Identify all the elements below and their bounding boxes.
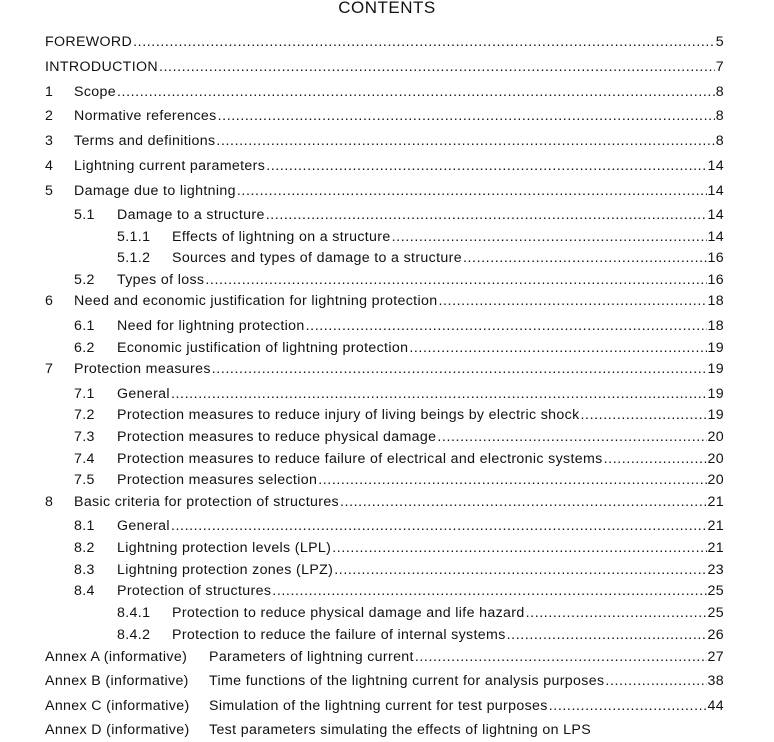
annex-label: Annex D (informative) xyxy=(45,722,190,738)
toc-entry[interactable] xyxy=(74,583,724,601)
toc-entry-title: Protection measures to reduce physical damage xyxy=(117,429,437,445)
toc-entry-title: Protection measures to reduce failure of electrical and electronic systems xyxy=(117,451,603,467)
leader-dots xyxy=(237,183,707,199)
leader-dots xyxy=(332,540,706,556)
leader-dots xyxy=(117,84,715,100)
toc-entry-title: Lightning protection levels (LPL) xyxy=(117,540,332,556)
toc-entry-page: 18 xyxy=(707,318,724,334)
toc-entry-number: 5.1.1 xyxy=(117,229,151,245)
toc-entry-page: 14 xyxy=(707,207,724,223)
annex-label: Annex C (informative) xyxy=(45,698,190,714)
toc-entry-number: 8.4.1 xyxy=(117,605,151,621)
leader-dots xyxy=(133,34,715,50)
toc-entry-page: 25 xyxy=(707,583,724,599)
toc-entry-page: 19 xyxy=(707,407,724,423)
toc-entry-page: 21 xyxy=(707,540,724,556)
toc-entry-number: 7 xyxy=(45,361,54,377)
toc-entry-page: 19 xyxy=(707,361,724,377)
toc-entry-number: 5.2 xyxy=(74,272,95,288)
leader-dots xyxy=(526,605,707,621)
toc-entry-page: 14 xyxy=(707,158,724,174)
toc-entry-page: 19 xyxy=(707,340,724,356)
toc-entry-title: Lightning current parameters xyxy=(74,158,266,174)
toc-entry-page: 18 xyxy=(707,293,724,309)
toc-entry[interactable] xyxy=(74,540,724,558)
toc-entry-page: 23 xyxy=(707,562,724,578)
toc-entry-page: 16 xyxy=(707,272,724,288)
toc-entry-page: 21 xyxy=(707,518,724,534)
toc-entry[interactable] xyxy=(74,407,724,425)
toc-entry-title: Economic justification of lightning protection xyxy=(117,340,409,356)
toc-entry-title: Protection measures to reduce injury of living beings by electric shock xyxy=(117,407,580,423)
toc-entry-title: Protection to reduce the failure of internal systems xyxy=(172,627,506,643)
toc-entry[interactable] xyxy=(74,518,724,536)
leader-dots xyxy=(438,293,706,309)
toc-entry-number: 5.1.2 xyxy=(117,250,151,266)
toc-entry-title: Types of loss xyxy=(117,272,205,288)
leader-dots xyxy=(437,429,706,445)
leader-dots xyxy=(266,158,706,174)
toc-entry-number: 8.3 xyxy=(74,562,95,578)
toc-entry[interactable] xyxy=(74,318,724,336)
leader-dots xyxy=(212,361,707,377)
leader-dots xyxy=(266,207,707,223)
toc-entry-number: 4 xyxy=(45,158,54,174)
toc-entry-title: FOREWORD xyxy=(45,34,133,50)
leader-dots xyxy=(507,627,707,643)
toc-entry-title: Need and economic justification for lightning protection xyxy=(74,293,438,309)
toc-entry[interactable] xyxy=(117,627,724,645)
leader-dots xyxy=(272,583,706,599)
leader-dots xyxy=(340,494,707,510)
toc-entry-title: Protection measures selection xyxy=(117,472,318,488)
toc-entry-number: 7.3 xyxy=(74,429,95,445)
toc-entry-number: 7.4 xyxy=(74,451,95,467)
toc-entry-number: 8.4 xyxy=(74,583,95,599)
toc-entry-title: Damage to a structure xyxy=(117,207,265,223)
annex-label: Annex A (informative) xyxy=(45,649,188,665)
toc-entry-title: Effects of lightning on a structure xyxy=(172,229,391,245)
toc-entry-page: 38 xyxy=(707,673,724,689)
toc-entry-number: 5 xyxy=(45,183,54,199)
toc-entry[interactable] xyxy=(45,158,724,176)
toc-entry-page: 8 xyxy=(715,84,724,100)
toc-entry[interactable] xyxy=(74,562,724,580)
toc-entry[interactable] xyxy=(74,472,724,490)
leader-dots xyxy=(159,59,715,75)
toc-entry[interactable] xyxy=(45,494,724,512)
toc-entry-title: Scope xyxy=(74,84,116,100)
toc-entry[interactable] xyxy=(45,84,724,102)
toc-entry[interactable] xyxy=(74,451,724,469)
toc-entry-page: 20 xyxy=(707,451,724,467)
toc-entry[interactable] xyxy=(45,34,724,52)
toc-entry-title: Damage due to lightning xyxy=(74,183,236,199)
toc-entry-page: 7 xyxy=(715,59,724,75)
toc-entry-page: 20 xyxy=(707,429,724,445)
toc-entry-page: 21 xyxy=(707,494,724,510)
toc-entry-page: 20 xyxy=(707,472,724,488)
toc-entry-page: 14 xyxy=(707,229,724,245)
leader-dots xyxy=(463,250,707,266)
leader-dots xyxy=(171,386,707,402)
toc-entry[interactable] xyxy=(45,133,724,151)
toc-entry-title: Protection to reduce physical damage and life hazard xyxy=(172,605,525,621)
leader-dots xyxy=(216,133,714,149)
leader-dots xyxy=(392,229,707,245)
toc-entry-number: 8.2 xyxy=(74,540,95,556)
leader-dots xyxy=(306,318,707,334)
toc-entry-number: 8 xyxy=(45,494,54,510)
toc-entry-title: General xyxy=(117,386,170,402)
toc-entry[interactable] xyxy=(74,429,724,447)
toc-entry[interactable] xyxy=(117,605,724,623)
toc-entry-number: 5.1 xyxy=(74,207,95,223)
toc-entry-page: 26 xyxy=(707,627,724,643)
toc-entry-title: Basic criteria for protection of structures xyxy=(74,494,340,510)
toc-entry-page: 16 xyxy=(707,250,724,266)
toc-entry-number: 2 xyxy=(45,108,54,124)
toc-entry-number: 7.2 xyxy=(74,407,95,423)
toc-entry-page: 19 xyxy=(707,386,724,402)
toc-entry-page: 5 xyxy=(715,34,724,50)
toc-entry-title: Sources and types of damage to a structure xyxy=(172,250,462,266)
toc-entry-title: Lightning protection zones (LPZ) xyxy=(117,562,334,578)
leader-dots xyxy=(604,451,707,467)
toc-annex-entry[interactable] xyxy=(45,722,724,740)
leader-dots xyxy=(205,272,706,288)
toc-entry-number: 8.4.2 xyxy=(117,627,151,643)
leader-dots xyxy=(605,673,706,689)
toc-entry-number: 6.2 xyxy=(74,340,95,356)
toc-entry-number: 7.5 xyxy=(74,472,95,488)
toc-annex-entry[interactable] xyxy=(45,698,724,716)
toc-entry[interactable] xyxy=(74,272,724,290)
toc-entry[interactable] xyxy=(45,183,724,201)
toc-entry[interactable] xyxy=(45,59,724,77)
toc-entry-title: Simulation of the lightning current for test purposes xyxy=(209,698,548,714)
leader-dots xyxy=(549,698,707,714)
leader-dots xyxy=(409,340,706,356)
leader-dots xyxy=(218,108,715,124)
toc-entry[interactable] xyxy=(117,229,724,247)
toc-entry-page: 44 xyxy=(707,698,724,714)
toc-entry-title: Protection of structures xyxy=(117,583,272,599)
toc-entry[interactable] xyxy=(74,340,724,358)
toc-entry-number: 1 xyxy=(45,84,54,100)
leader-dots xyxy=(318,472,706,488)
leader-dots xyxy=(171,518,707,534)
toc-entry-page: 8 xyxy=(715,133,724,149)
toc-entry-number: 3 xyxy=(45,133,54,149)
toc-entry-title: Normative references xyxy=(74,108,217,124)
toc-entry-title: Parameters of lightning current xyxy=(209,649,414,665)
toc-entry-number: 6 xyxy=(45,293,54,309)
toc-entry[interactable] xyxy=(45,361,724,379)
annex-label: Annex B (informative) xyxy=(45,673,189,689)
toc-entry-page: 27 xyxy=(707,649,724,665)
toc-entry-title: Terms and definitions xyxy=(74,133,216,149)
toc-entry-title: Time functions of the lightning current for analysis purposes xyxy=(209,673,605,689)
toc-annex-entry[interactable] xyxy=(45,649,724,667)
toc-entry-page: 25 xyxy=(707,605,724,621)
toc-entry[interactable] xyxy=(45,293,724,311)
toc-entry[interactable] xyxy=(45,108,724,126)
toc-entry-title: INTRODUCTION xyxy=(45,59,158,75)
leader-dots xyxy=(334,562,706,578)
toc-entry-number: 6.1 xyxy=(74,318,95,334)
toc-entry-page: 8 xyxy=(715,108,724,124)
toc-entry-title: Test parameters simulating the effects of lightning on LPS xyxy=(209,722,592,738)
toc-entry[interactable] xyxy=(117,250,724,268)
toc-entry-title: Need for lightning protection xyxy=(117,318,305,334)
toc-entry[interactable] xyxy=(74,207,724,225)
toc-entry-number: 7.1 xyxy=(74,386,95,402)
toc-entry-title: Protection measures xyxy=(74,361,211,377)
toc-annex-entry[interactable] xyxy=(45,673,724,691)
toc-entry-number: 8.1 xyxy=(74,518,95,534)
leader-dots xyxy=(415,649,707,665)
toc-entry[interactable] xyxy=(74,386,724,404)
page-title: CONTENTS xyxy=(338,0,436,17)
toc-entry-title: General xyxy=(117,518,170,534)
leader-dots xyxy=(581,407,707,423)
toc-entry-page: 14 xyxy=(707,183,724,199)
